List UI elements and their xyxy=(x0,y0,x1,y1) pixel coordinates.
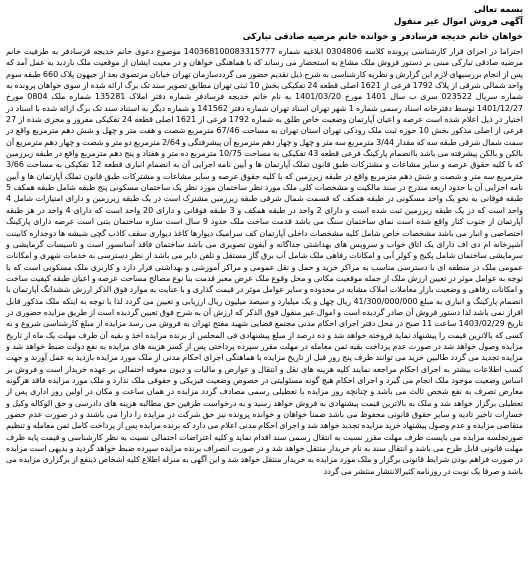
basmala-heading: بسمه تعالی xyxy=(473,5,523,15)
notice-body-text: احتراما در اجرای قرار کارشناسی پرونده کلاسه 0304806 ابلاغیه شماره 140368100083315777 موضوع دعوی خانم خدیجه فرسادفر به طرفیت خانم مرضیه صادقی تبارکی مبنی بر دستور فروش ملک مشاع به استحضار می رساند که با هماهنگی خواهان و در معیت ایشان از موقعیت ملک بازدید به عمل آمد که پس از انجام بررسیهای لازم این گزارش و نظریه کارشناسی به شرح ذیل تقدیم حضور می گرددسازمان تهران خیابان مرتضوی بعد از جیهون پلاک 660 طبقه سوم واحد شمالی شرقی از پلاک 1792 فرعی از 1621 اصلی قطعه 24 تفکیکی بخش 10 ثبتی تهران مطابق تصویر سند تک برگ ارائه شده از سوی خواهان پرونده به شماره سریال 023522 سری ب سال 1401 مورخ 1401/03/20 به نام خانم خدیجه فرسادفر شماره دفتر املاک 135281 شماره ملک 0804 مورخ 1401/12/27 توسط دفترخانه اسناد رسمی شماره 1 شهر تهران اسناد تهران شماره دفتر 141562 و شماره دیگر به استناد سند تک برگ ارائه شده با اسناد در اختیار در ذیل اعلام شده است عرصه و اعیان آپارتمان وضعیت خاص طلق به شماره 1792 فرعی از 1621 اصلی قطعه 24 تفکیکی مفروز و مجزی شده از 27 فرعی از اصلی مذکور بخش 10 حوزه ثبت ملک رودکی تهران استان تهران به مساحت 67/46 مترمربع شصت و هفت متر و چهل و شش دهم مترمربع واقع در سمت شمال شرقی طبقه سه که مقدار 3/44 مترمربع سه متر و چهل و چهار دهم مترمربع آن پیشرفتگی و 2/64 مترمربع دو متر و شصت و چهار دهم مترمربع آن بالکن و بالکن پیشرفته می باشد باانضمام پارکینگ فرعی قطعه 43 تفکیکی به مساحت 10/75 مترمربع ده متر و هفتاد و پنج دهم مترمربع واقع در طبقه زیرزمین که با کلیه حقوق عرصه و سایر مشاعات و مشترکات طبق قانون تملک آپارتمان ها و آیین نامه اجرایی آن به انضمام انباری قطعه 12 تفکیکی به مساحت 3/66 مترمربع سه متر و شصت و شش دهم مترمربع واقع در طبقه زیرزمین که با کلیه حقوق عرصه و سایر مشاعات و مشترکات طبق قانون تملک آپارتمان ها و آیین نامه اجرایی آن با حدود اربعه مندرج در سند مالکیت و مشخصات کلی ملک مورد نظر ساختمان مورد نظر یک ساختمان مسکونی پنج طبقه شامل طبقه همکف 5 طبقه فوقانی به نحو یک واحد مسکونی در طبقه همکف که قسمت شمال شرقی طبقه زیرزمین مشترک است در یک طبقه زیرزمین و دارای امتیازات شامل 4 واحد است که در یک طبقه زیرزمین ثبت شده است و دارای 2 واحد در طبقه همکف و 3 طبقه فوقانی و دارای 20 واحد است که دارای 4 واحد در هر طبقه آپارتمان از جنوب کنار واقع شده است نمای ساختمان سنگ می باشد قدمت ساخت ملک حدود 9 سال است سازه ساختمان بتنی است عرصه دارای پارکینگ اختصاصی و انبار می باشد مشخصات خاص شامل کلیه مشخصات داخلی آپارتمان کف سرامیک دیوارها کاغذ دیواری سقف کاذب گچی شیشه ها دوجداره کابینت آشپزخانه ام دی اف دارای یک اتاق خواب و سرویس های بهداشتی جداگانه و آیفون تصویری می باشد ساختمان فاقد آسانسور است و تاسیسات گرمایشی و سرمایشی ساختمان شامل پکیج و کولر آبی و امکانات رفاهی ملک شامل آب برق گاز مستقل و تلفن دایر می باشد از نظر دسترسی به خدمات شهری و امکانات عمومی ملک در منطقه ای با دسترسی مناسب به مراکز خرید و حمل و نقل عمومی و مراکز آموزشی و بهداشتی قرار دارد و کاربری ملک مسکونی است که با توجه به عوامل موثر در تعیین ارزش ملک از جمله موقعیت مکانی و محل وقوع ملک عرض معبر قدمت بنا نوع مصالح مساحت عرصه و اعیان طبقه کیفیت ساخت و امکانات رفاهی و وضعیت بازار معاملات املاک مشابه در محدوده و سایر عوامل موثر در قیمت گذاری و با عنایت به موارد فوق الذکر ارزش ششدانگ آپارتمان با انضمام پارکینگ و انباری به مبلغ 41/300/000/000 ریال چهل و یک میلیارد و سیصد میلیون ریال ارزیابی و تعیین می گردد لذا با توجه به اینکه ملک مذکور قابل افراز نمی باشد لذا دستور فروش آن صادر گردیده است و اموال غیر منقول فوق الذکر که ارزش آن به شرح فوق تعیین گردیده است از طریق مزایده حضوری در تاریخ 1403/02/29 ساعت 11 صبح در محل دفتر اجرای احکام مدنی مجتمع قضایی شهید مفتح تهران به فروش می رسد مزایده از مبلغ کارشناسی شروع و به کسی که بالاترین قیمت را پیشنهاد نماید فروخته خواهد شد و ده درصد از مبلغ پیشنهادی فی المجلس از برنده مزایده اخذ و بقیه آن ظرف مهلت یک ماه از تاریخ مزایده وصول خواهد شد در صورت عدم پرداخت بقیه ثمن معامله در مهلت مقرر سپرده پرداختی پس از کسر هزینه های مزایده به نفع دولت ضبط خواهد شد و مزایده تجدید می گردد طالبین خرید می توانند ظرف پنج روز قبل از تاریخ مزایده با هماهنگی اجرای احکام مدنی از ملک مورد مزایده بازدید به عمل آورند و جهت کسب اطلاعات بیشتر به اجرای احکام مراجعه نمایند کلیه هزینه های نقل و انتقال و عوارض و مالیات و دیون معوقه احتمالی بر عهده خریدار است و فروش بر اساس وضعیت موجود ملک انجام می گیرد و اجرای احکام هیچ گونه مسئولیتی در خصوص وضعیت فیزیکی و حقوقی ملک ندارد و ملک مورد مزایده فاقد هرگونه معارض تصرف به نفع شخص ثالث می باشد و چنانچه روز مزایده با تعطیلی رسمی مصادف گردد مزایده در همان ساعت و مکان در اولین روز اداری پس از تعطیلی برگزار خواهد شد و ملک به بالاترین قیمت پیشنهادی به فروش خواهد رسید و به درخواست طرفین حق مطالبه هزینه های دادرسی و حق الوکاله وکیل و خسارات تاخیر تادیه و سایر حقوق قانونی محفوظ می باشد ضمنا خواهان و خوانده پرونده نیز حق شرکت در مزایده را دارا می باشند و در صورت عدم حضور متقاضی مزایده و عدم وصول پیشنهاد خرید مزایده تجدید خواهد شد و اجرای احکام مدنی اعلام می دارد که برنده مزایده پس از پرداخت کامل ثمن معامله و تنظیم صورتجلسه مزایده می بایست ظرف مهلت مقرر نسبت به انتقال رسمی سند اقدام نماید و کلیه اعتراضات احتمالی نسبت به نظر کارشناسی و قیمت پایه ظرف مهلت قانونی قابل طرح می باشد و انتقال سند به نام خریدار منتقل خواهد شد و در صورت انصراف برنده مزایده سپرده ضبط خواهد گردید و بدیهی است مزایده در صورت فراهم بودن شرایط قانونی برگزار و ملک مورد مزایده به خریدار منتقل خواهد شد و این آگهی به منزله اطلاع کلیه اشخاص ذینفع از برگزاری مزایده می باشد و صرفا یک نوبت در روزنامه کثیرالانتشار منتشر می گردد xyxy=(6,47,524,476)
notice-title: آگهی فروش اموال غیر منقول xyxy=(393,17,523,27)
parties-subtitle: خواهان خانم خدیجه فرسادفر و خوانده خانم مرضیه صادقی تبارکی xyxy=(242,32,523,42)
